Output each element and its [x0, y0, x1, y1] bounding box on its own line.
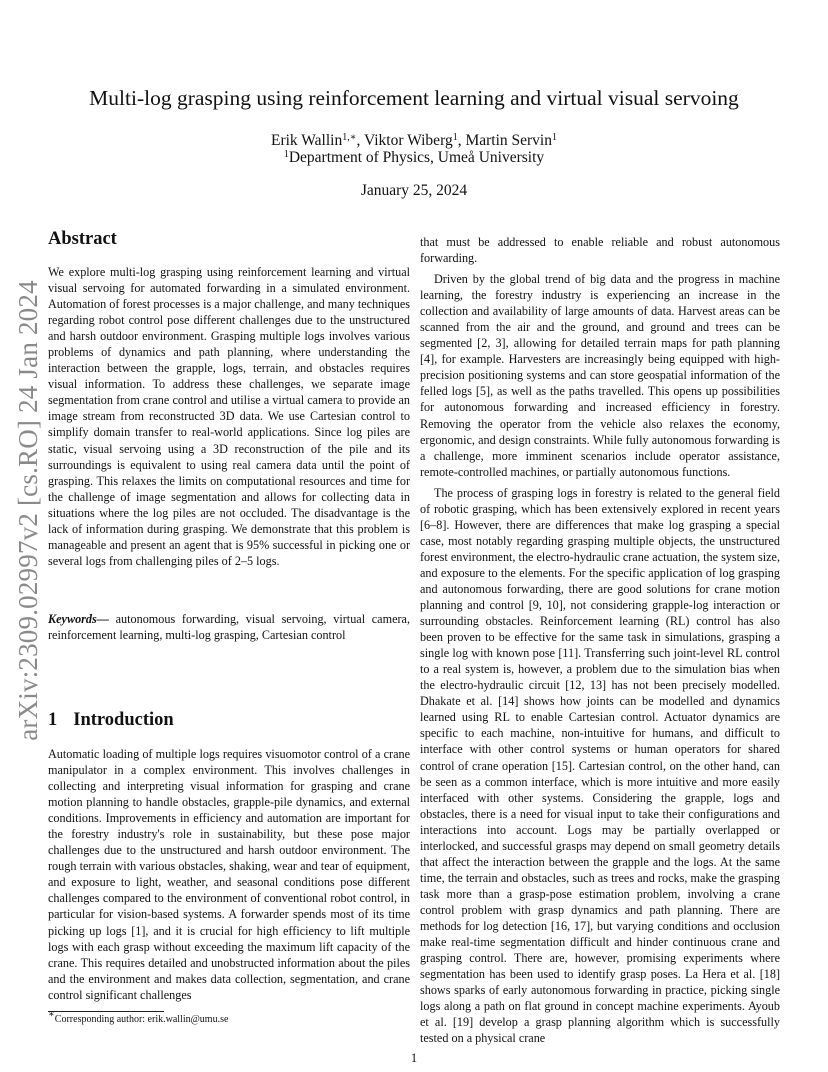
- abstract-body: [48, 264, 410, 569]
- introduction-paragraph: The process of grasping logs in forestry is related to the general field of robotic grasping, which has been extensively explored in recent years [6–8]. However, there are differences that make log grasping a special case, most notably regarding grasping multiple objects, the unstructured forest environment, the electro-hydraulic crane actuation, the system size, and exposure to the elements. For the specific application of log grasping and autonomous forwarding, there are good solutions for crane motion planning and control [9, 10], not considering grapple-log interaction or surrounding obstacles. Reinforcement learning (RL) control has also been proven to be effective for the same task in simulations, grasping a single log with known pose [11]. Transferring such joint-level RL control to a real system is, however, a problem due to the simulation bias when the electro-hydraulic circuit [12, 13] has not been precisely modelled. Dhakate et al. [14] shows how joints can be modelled and dynamics learned using RL to enable Cartesian control. Actuator dynamics are specific to each machine, non-intuitive for humans, and difficult to interface with other control systems or human operators for shared control of crane operation [15]. Cartesian control, on the other hand, can be seen as a common interface, which is more intuitive and more easily interfaced with other systems. Considering the grapple, logs and obstacles, there is a need for visual input to take their configurations and interactions into account. Logs may be partially overlapped or interlocked, and successful grasps may depend on small geometry details that affect the interaction between the grapple and the logs. At the same time, the terrain and obstacles, such as trees and rocks, make the grasping task more than a grasp-pose estimation problem, involving a crane control problem with grasp dynamics and path planning. There are methods for log detection [16, 17], but varying conditions and occlusion make real-time segmentation difficult and hinder continuous crane and grasping control. There are, however, promising experiments where segmentation has been used to identify grasp poses. La Hera et al. [18] shows sparks of early autonomous forwarding in practice, picking single logs along a path on flat ground in concept machine experiments. Ayoub et al. [19] develop a grasp planning algorithm which is successfully tested on a physical crane: [420, 485, 780, 1046]
- introduction-paragraph: Driven by the global trend of big data and the progress in machine learning, the forestry industry is experiencing an increase in the collection and availability of large amounts of data. Harvest areas can be scanned from the air and the ground, and ground and trees can be segmented [2, 3], allowing for detailed terrain maps for path planning [4], for example. Harvesters are increasingly being equipped with high-precision positioning systems and can store geospatial information of the felled logs [5], as well as the paths travelled. This opens up possibilities for autonomous forwarding and increased efficiency in forestry. Removing the operator from the vehicle also relaxes the economy, ergonomic, and design constraints. While fully autonomous forwarding is a challenge, more imminent scenarios include operator assistance, remote-controlled machines, or partially autonomous functions.: [420, 272, 780, 479]
- section-heading-introduction: [48, 710, 174, 731]
- introduction-left-column: [48, 746, 410, 1003]
- introduction-paragraph: that must be addressed to enable reliable and robust autonomous forwarding.: [420, 235, 780, 266]
- page-number: 1: [410, 1051, 418, 1065]
- footnote-text: Corresponding author: erik.wallin@umu.se: [54, 1014, 229, 1025]
- author-name: , Viktor Wiberg: [356, 132, 453, 149]
- introduction-paragraph: Automatic loading of multiple logs requires visuomotor control of a crane manipulator in a complex environment. This involves challenges in collecting and interpreting visual information for grasping and crane motion planning to handle obstacles, grapple-pile dynamics, and external conditions. Improvements in efficiency and automation are important for the forestry industry's role in sustainability, but these pose major challenges due to the unstructured and harsh outdoor environment. The rough terrain with various obstacles, shaking, wear and tear of equipment, and exposure to light, weather, and seasonal conditions pose different challenges compared to the environment of conventional robot control, in particular for vision-based systems. A forwarder spends most of its time picking up logs [1], and it is crucial for high efficiency to lift multiple logs with each grasp without exceeding the maximum lift capacity of the crane. This requires detailed and unobstructed information about the piles and the environment and makes data collection, segmentation, and crane control significant challenges: [48, 747, 410, 1002]
- author-affiliation-mark: 1,∗: [342, 132, 357, 143]
- section-title: Introduction: [73, 710, 174, 730]
- author-name: , Martin Servin: [457, 132, 552, 149]
- author-list: [0, 131, 828, 150]
- arxiv-id-text: arXiv:2309.02997v2 [cs.RO] 24 Jan 2024: [12, 279, 43, 741]
- footnote: [48, 1009, 229, 1025]
- right-column: [420, 234, 780, 1046]
- keywords-text: autonomous forwarding, visual servoing, virtual camera, reinforcement learning, multi-log grasping, Cartesian control: [48, 612, 410, 643]
- section-number: 1: [48, 710, 58, 730]
- footnote-rule: [48, 1011, 164, 1012]
- abstract-text: We explore multi-log grasping using reinforcement learning and virtual visual servoing for automated forwarding in a simulated environment. Automation of forest processes is a major challenge, and many techniques regarding robot control pose different challenges due to the unstructured and harsh outdoor environment. Grasping multiple logs involves various problems of dynamics and path planning, where understanding the interaction between the grapple, logs, terrain, and obstacles requires visual information. To address these challenges, we separate image segmentation from crane control and utilise a virtual camera to provide an image stream from reconstructed 3D data. We use Cartesian control to simplify domain transfer to real-world applications. Since log piles are static, visual servoing using a 3D reconstruction of the pile and its surroundings is equivalent to using real camera data until the point of grasping. This relaxes the limits on computational resources and time for the challenge of image segmentation and allows for collecting data in situations where the log piles are not occluded. The disadvantage is the lack of information during grasping. We demonstrate that this problem is manageable and present an agent that is 95% successful in picking one or several logs from challenging piles of 2–5 logs.: [48, 265, 410, 568]
- author-affiliation-mark: 1: [551, 132, 557, 143]
- publication-date: January 25, 2024: [360, 182, 468, 199]
- abstract-heading: Abstract: [48, 229, 117, 249]
- affiliation-text: Department of Physics, Umeå University: [288, 149, 545, 166]
- keywords: [48, 611, 410, 643]
- author-affiliation-mark: 1: [452, 132, 458, 143]
- affiliation-mark: 1: [283, 149, 289, 160]
- affiliation: [0, 149, 828, 167]
- arxiv-identifier: [8, 240, 48, 780]
- keywords-label: Keywords—: [48, 612, 109, 626]
- author-name: Erik Wallin: [271, 132, 343, 149]
- footnote-mark: ∗: [48, 1009, 55, 1020]
- paper-title: Multi-log grasping using reinforcement learning and virtual visual servoing: [89, 86, 739, 110]
